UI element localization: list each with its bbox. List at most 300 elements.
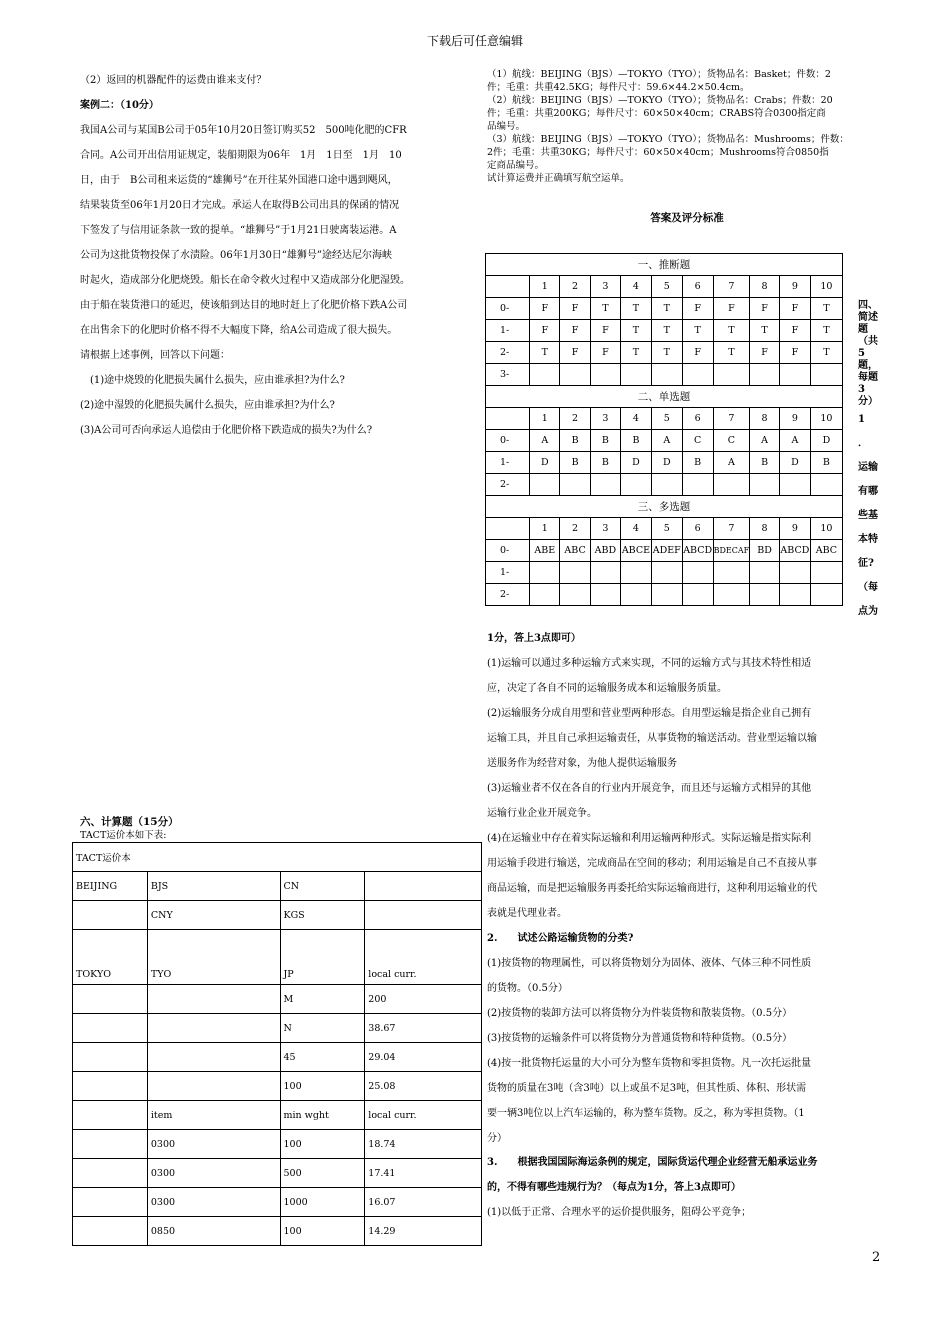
table-cell	[73, 1159, 148, 1188]
table-cell: B	[590, 430, 620, 452]
table-cell	[590, 474, 620, 496]
table-row	[486, 474, 843, 496]
table-cell: C	[713, 430, 750, 452]
question3-title	[487, 1150, 887, 1200]
calc-line: 品编号。	[487, 121, 526, 132]
table-cell	[530, 364, 560, 386]
table-cell	[779, 562, 810, 584]
table-cell: ABCD	[779, 540, 810, 562]
side-heading-line: 简述	[858, 312, 878, 323]
table-cell: F	[682, 342, 713, 364]
table-cell	[621, 474, 652, 496]
answer-line: (1)以低于正常、合理水平的运价提供服务，阻碍公平竞争；	[487, 1207, 752, 1218]
table-cell: ABC	[810, 540, 842, 562]
table-cell: ADEF	[651, 540, 682, 562]
table-cell: 200	[365, 985, 482, 1014]
case2-line: 合同。A公司开出信用证规定，装船期限为06年 1月 1日至 1月 10	[80, 150, 402, 161]
question1-tail: 1分，答上3点即可）	[487, 633, 581, 644]
table-cell: B	[560, 430, 590, 452]
case2-line: 日，由于 B公司租来运货的“雄狮号”在开往某外国港口途中遇到飓风，	[80, 175, 398, 186]
table-cell: BEIJING	[73, 872, 148, 901]
table-cell: T	[530, 342, 560, 364]
table-cell: B	[621, 430, 652, 452]
column-header: 1	[530, 408, 560, 430]
table-cell	[530, 562, 560, 584]
table-cell: BJS	[147, 872, 280, 901]
table-cell: F	[560, 320, 590, 342]
calc-line: 件；毛重：共重42.5KG；每件尺寸：59.6×44.2×50.4cm。	[487, 82, 750, 93]
row-label: 0-	[486, 430, 530, 452]
column-header: 8	[750, 408, 780, 430]
column-header: 2	[560, 276, 590, 298]
column-header: 6	[682, 408, 713, 430]
table-cell: T	[810, 298, 842, 320]
tact-title: TACT运价本	[73, 843, 482, 872]
table-cell: F	[779, 320, 810, 342]
answer-line: 运输行业企业开展竞争。	[487, 808, 597, 819]
column-header: 9	[779, 408, 810, 430]
side-q1-line: 有哪	[858, 486, 878, 497]
table-cell: F	[590, 342, 620, 364]
table-cell	[621, 584, 652, 606]
column-header: 6	[682, 276, 713, 298]
table-cell: T	[651, 298, 682, 320]
row-label: 1-	[486, 562, 530, 584]
column-header: 10	[810, 518, 842, 540]
case2-body	[80, 118, 480, 443]
table-cell	[750, 562, 780, 584]
table-cell: A	[713, 452, 750, 474]
side-heading-line: （共	[858, 336, 878, 347]
answer-line: 用运输手段进行输送，完成商品在空间的移动；利用运输是自己不直接从事	[487, 858, 817, 869]
table-cell: B	[560, 452, 590, 474]
table-row	[73, 930, 482, 985]
question3-answer	[487, 1200, 887, 1225]
table-cell: F	[682, 298, 713, 320]
table-row	[486, 320, 843, 342]
question3-line: 3. 根据我国国际海运条例的规定，国际货运代理企业经营无船承运业务	[487, 1157, 818, 1168]
table-row	[486, 364, 843, 386]
case2-line: 由于船在装货港口的延迟，使该船到达目的地时赶上了化肥价格下跌A公司	[80, 300, 408, 311]
case2-line: 公司为这批货物投保了水渍险。06年1月30日“雄狮号”途经达尼尔海峡	[80, 250, 393, 261]
table-row	[73, 1217, 482, 1246]
table-cell	[810, 584, 842, 606]
case2-line: 结果装货至06年1月20日才完成。承运人在取得B公司出具的保函的情况	[80, 200, 400, 211]
table-cell: 100	[280, 1072, 365, 1101]
table-cell: 17.41	[365, 1159, 482, 1188]
table-cell	[810, 562, 842, 584]
table-cell: D	[810, 430, 842, 452]
table-cell	[682, 584, 713, 606]
column-header: 7	[713, 276, 750, 298]
table-cell: T	[621, 320, 652, 342]
table-cell: F	[779, 298, 810, 320]
column-header: 9	[779, 518, 810, 540]
table-cell: 29.04	[365, 1043, 482, 1072]
table-cell	[651, 584, 682, 606]
case2-line: (2)途中湿毁的化肥损失属什么损失，应由谁承担?为什么?	[80, 400, 335, 411]
case2-line: 时起火，造成部分化肥烧毁。船长在命令救火过程中又造成部分化肥湿毁。	[80, 275, 410, 286]
table-cell: T	[810, 342, 842, 364]
section-title: 一、推断题	[486, 254, 843, 276]
table-cell: B	[750, 452, 780, 474]
table-cell: 0300	[147, 1188, 280, 1217]
answer-line: (1)按货物的物理属性，可以将货物划分为固体、液体、气体三种不同性质	[487, 958, 812, 969]
table-cell: 0300	[147, 1130, 280, 1159]
table-cell	[779, 584, 810, 606]
table-cell: 1000	[280, 1188, 365, 1217]
table-row	[486, 342, 843, 364]
table-cell	[779, 364, 810, 386]
table-cell	[651, 474, 682, 496]
answer-line: 的货物。（0.5分）	[487, 983, 568, 994]
table-cell	[560, 364, 590, 386]
table-cell: F	[530, 298, 560, 320]
table-cell: 18.74	[365, 1130, 482, 1159]
row-label: 0-	[486, 298, 530, 320]
table-cell	[651, 364, 682, 386]
table-row	[73, 1130, 482, 1159]
answer-line: (4)在运输业中存在着实际运输和利用运输两种形式。实际运输是指实际利	[487, 833, 812, 844]
table-cell	[365, 872, 482, 901]
column-header: 3	[590, 518, 620, 540]
table-cell	[590, 562, 620, 584]
table-cell	[530, 474, 560, 496]
question1-answer	[487, 651, 887, 926]
table-cell	[682, 474, 713, 496]
table-cell: 0850	[147, 1217, 280, 1246]
table-cell: F	[713, 298, 750, 320]
table-cell: F	[590, 320, 620, 342]
table-cell: C	[682, 430, 713, 452]
table-cell: 100	[280, 1130, 365, 1159]
case2-line: 下签发了与信用证条款一致的提单。“雄狮号”于1月21日驶离装运港。A	[80, 225, 397, 236]
table-cell	[73, 985, 148, 1014]
answer-line: (4)按一批货物托运量的大小可分为整车货物和零担货物。凡一次托运批量	[487, 1058, 812, 1069]
column-header: 6	[682, 518, 713, 540]
side-heading-line: 每题	[858, 372, 878, 383]
table-cell	[750, 474, 780, 496]
side-q1-line: （每	[858, 582, 878, 593]
table-cell: 0300	[147, 1159, 280, 1188]
case2-line: 在出售余下的化肥时价格不得不大幅度下降，给A公司造成了很大损失。	[80, 325, 398, 336]
side-heading-line: 3	[858, 384, 865, 395]
table-cell: A	[651, 430, 682, 452]
calc-line: （3）航线：BEIJING（BJS）—TOKYO（TYO）；货物品名：Mushrooms；件数：	[487, 134, 849, 145]
table-cell	[73, 1217, 148, 1246]
table-cell: D	[530, 452, 560, 474]
side-q1-line: 征?	[858, 558, 874, 569]
case2-line: (3)A公司可否向承运人追偿由于化肥价格下跌造成的损失?为什么?	[80, 425, 373, 436]
table-cell	[750, 584, 780, 606]
table-cell: ABCE	[621, 540, 652, 562]
answer-line: 商品运输，而是把运输服务再委托给实际运输商进行，这种利用运输业的代	[487, 883, 817, 894]
column-header: 9	[779, 276, 810, 298]
case2-line: 我国A公司与某国B公司于05年10月20日签订购买52 500吨化肥的CFR	[80, 125, 407, 136]
side-heading-line: 5题，	[858, 348, 878, 371]
table-cell: M	[280, 985, 365, 1014]
table-cell: T	[750, 320, 780, 342]
column-header: 2	[560, 408, 590, 430]
page-number: 2	[872, 1250, 881, 1265]
table-cell: B	[810, 452, 842, 474]
table-cell	[147, 1043, 280, 1072]
column-header: 5	[651, 276, 682, 298]
table-cell	[590, 584, 620, 606]
side-q1-line: 1	[858, 414, 865, 425]
table-cell: 16.07	[365, 1188, 482, 1217]
column-header: 7	[713, 518, 750, 540]
column-header: 10	[810, 276, 842, 298]
table-cell: T	[651, 320, 682, 342]
table-cell: T	[590, 298, 620, 320]
table-cell: ABD	[590, 540, 620, 562]
table-cell	[147, 985, 280, 1014]
table-cell: D	[651, 452, 682, 474]
answer-line: 送服务作为经营对象，为他人提供运输服务	[487, 758, 677, 769]
column-header: 4	[621, 276, 652, 298]
question3-line: 的，不得有哪些违规行为？（每点为1分，答上3点即可）	[487, 1182, 741, 1193]
case2-line: 请根据上述事例，回答以下问题：	[80, 350, 230, 361]
column-header: 1	[530, 276, 560, 298]
answer-line: 表就是代理业者。	[487, 908, 567, 919]
table-row	[73, 985, 482, 1014]
calc-line: 件；毛重：共重200KG；每件尺寸：60×50×40cm；CRABS符合0300指定商	[487, 108, 826, 119]
table-cell	[590, 364, 620, 386]
table-cell: T	[682, 320, 713, 342]
table-cell: T	[713, 342, 750, 364]
row-label: 2-	[486, 474, 530, 496]
table-cell	[682, 562, 713, 584]
calc-line: （1）航线：BEIJING（BJS）—TOKYO（TYO）；货物品名：Basket；件数：2	[487, 69, 831, 80]
row-label: 3-	[486, 364, 530, 386]
side-q1-line: 本特	[858, 534, 878, 545]
row-label: 2-	[486, 584, 530, 606]
table-cell	[651, 562, 682, 584]
calc-line: 定商品编号。	[487, 160, 545, 171]
calc-line: 试计算运费并正确填写航空运单。	[487, 173, 630, 184]
row-label: 0-	[486, 540, 530, 562]
side-q1-line: ．	[858, 438, 868, 449]
row-label: 1-	[486, 452, 530, 474]
table-cell	[621, 562, 652, 584]
answer-line: 货物的质量在3吨（含3吨）以上或虽不足3吨，但其性质、体积、形状需	[487, 1083, 807, 1094]
answer-table	[485, 253, 843, 606]
table-cell: F	[779, 342, 810, 364]
answer-line: (2)按货物的装卸方法可以将货物分为件装货物和散装货物。（0.5分）	[487, 1008, 793, 1019]
table-cell	[73, 1101, 148, 1130]
table-cell: ABCD	[682, 540, 713, 562]
table-row	[486, 452, 843, 474]
table-cell	[713, 474, 750, 496]
table-row	[486, 430, 843, 452]
answer-title: 答案及评分标准	[650, 212, 724, 224]
table-cell: min wght	[280, 1101, 365, 1130]
table-cell: A	[530, 430, 560, 452]
calc-title: 六、计算题（15分）	[80, 816, 179, 828]
table-row	[73, 1188, 482, 1217]
calc-question-body	[487, 68, 887, 185]
table-cell: A	[750, 430, 780, 452]
table-cell	[713, 364, 750, 386]
table-cell	[621, 364, 652, 386]
table-cell: F	[750, 342, 780, 364]
question1-heading	[858, 408, 882, 624]
table-cell: T	[651, 342, 682, 364]
table-cell	[73, 1188, 148, 1217]
table-cell	[73, 1043, 148, 1072]
table-cell: local curr.	[365, 1101, 482, 1130]
column-header: 4	[621, 408, 652, 430]
table-cell	[779, 474, 810, 496]
column-header: 1	[530, 518, 560, 540]
table-cell: CNY	[147, 901, 280, 930]
table-cell: local curr.	[365, 930, 482, 985]
table-row	[486, 562, 843, 584]
section-title: 三、多选题	[486, 496, 843, 518]
column-header: 5	[651, 408, 682, 430]
column-header: 3	[590, 408, 620, 430]
table-cell: F	[530, 320, 560, 342]
table-cell: BDECAF	[713, 540, 750, 562]
answer-line: (2)运输服务分成自用型和营业型两种形态。自用型运输是指企业自己拥有	[487, 708, 812, 719]
table-row	[486, 584, 843, 606]
side-q1-line: 些基	[858, 510, 878, 521]
table-row	[73, 1072, 482, 1101]
table-cell: ABC	[560, 540, 590, 562]
column-header: 4	[621, 518, 652, 540]
answer-line: 运输工具，并且自己承担运输责任，从事货物的输送活动。营业型运输以输	[487, 733, 817, 744]
table-cell: F	[750, 298, 780, 320]
table-cell	[486, 518, 530, 540]
question-2-text: （2）返回的机器配件的运费由谁来支付？	[80, 75, 267, 86]
answer-line: (1)运输可以通过多种运输方式来实现，不同的运输方式与其技术特性相适	[487, 658, 812, 669]
table-cell: ABE	[530, 540, 560, 562]
section4-heading	[858, 300, 882, 408]
answer-line: (3)按货物的运输条件可以将货物分为普通货物和特种货物。（0.5分）	[487, 1033, 793, 1044]
question2-title: 2. 试述公路运输货物的分类?	[487, 933, 634, 944]
table-cell: T	[621, 342, 652, 364]
side-heading-line: 题	[858, 324, 868, 335]
table-cell: CN	[280, 872, 365, 901]
column-header: 10	[810, 408, 842, 430]
column-header: 7	[713, 408, 750, 430]
column-header: 5	[651, 518, 682, 540]
table-cell	[750, 364, 780, 386]
case2-title: 案例二：（10分）	[80, 100, 159, 111]
table-cell	[682, 364, 713, 386]
section-title: 二、单选题	[486, 386, 843, 408]
table-cell: TOKYO	[73, 930, 148, 985]
table-cell: B	[590, 452, 620, 474]
table-cell: T	[810, 320, 842, 342]
table-cell	[560, 562, 590, 584]
question2-answer	[487, 951, 887, 1151]
table-cell	[810, 364, 842, 386]
table-row	[73, 1043, 482, 1072]
table-cell: 38.67	[365, 1014, 482, 1043]
table-row	[73, 1014, 482, 1043]
table-cell	[486, 408, 530, 430]
table-cell	[810, 474, 842, 496]
table-cell: D	[621, 452, 652, 474]
table-cell: 14.29	[365, 1217, 482, 1246]
table-cell: A	[779, 430, 810, 452]
table-cell	[73, 1014, 148, 1043]
table-cell: T	[713, 320, 750, 342]
header-row	[486, 408, 843, 430]
column-header: 8	[750, 518, 780, 540]
table-cell: D	[779, 452, 810, 474]
table-cell: 25.08	[365, 1072, 482, 1101]
table-cell	[713, 584, 750, 606]
table-row	[73, 872, 482, 901]
table-cell	[530, 584, 560, 606]
table-cell: T	[621, 298, 652, 320]
table-cell	[560, 584, 590, 606]
case2-line: (1)途中烧毁的化肥损失属什么损失，应由谁承担?为什么?	[80, 375, 345, 386]
calc-subtitle: TACT运价本如下表:	[80, 830, 167, 841]
table-cell: KGS	[280, 901, 365, 930]
table-row	[486, 540, 843, 562]
table-row	[73, 1159, 482, 1188]
table-cell	[73, 901, 148, 930]
table-cell: BD	[750, 540, 780, 562]
side-heading-line: 分）	[858, 396, 878, 407]
table-cell: 100	[280, 1217, 365, 1246]
answer-line: (3)运输业者不仅在各自的行业内开展竞争，而且还与运输方式相异的其他	[487, 783, 812, 794]
answer-line: 分）	[487, 1133, 507, 1144]
tact-rate-table	[72, 842, 482, 1246]
calc-line: （2）航线：BEIJING（BJS）—TOKYO（TYO）；货物品名：Crabs；件数：20	[487, 95, 833, 106]
table-cell	[486, 276, 530, 298]
table-cell: B	[682, 452, 713, 474]
table-cell	[147, 1072, 280, 1101]
table-cell: JP	[280, 930, 365, 985]
row-label: 2-	[486, 342, 530, 364]
table-cell: 500	[280, 1159, 365, 1188]
table-cell: 45	[280, 1043, 365, 1072]
calc-line: 2件；毛重：共重30KG；每件尺寸：60×50×40cm；Mushrooms符合0850指	[487, 147, 829, 158]
table-row	[73, 1101, 482, 1130]
answer-line: 要一辆3吨位以上汽车运输的，称为整车货物。反之，称为零担货物。（1	[487, 1108, 805, 1119]
side-heading-line: 四、	[858, 300, 878, 311]
table-cell	[365, 901, 482, 930]
table-row	[486, 298, 843, 320]
table-cell	[560, 474, 590, 496]
page-header: 下载后可任意编辑	[426, 34, 523, 48]
column-header: 2	[560, 518, 590, 540]
table-cell: F	[560, 342, 590, 364]
table-cell	[147, 1014, 280, 1043]
side-q1-line: 点为	[858, 606, 878, 617]
table-cell: item	[147, 1101, 280, 1130]
table-cell: F	[560, 298, 590, 320]
table-cell: TYO	[147, 930, 280, 985]
table-row	[73, 901, 482, 930]
table-cell	[73, 1072, 148, 1101]
table-cell	[713, 562, 750, 584]
header-row	[486, 518, 843, 540]
side-q1-line: 运输	[858, 462, 878, 473]
table-cell	[73, 1130, 148, 1159]
column-header: 3	[590, 276, 620, 298]
column-header: 8	[750, 276, 780, 298]
row-label: 1-	[486, 320, 530, 342]
answer-line: 应，决定了各自不同的运输服务成本和运输服务质量。	[487, 683, 727, 694]
header-row	[486, 276, 843, 298]
table-cell: N	[280, 1014, 365, 1043]
